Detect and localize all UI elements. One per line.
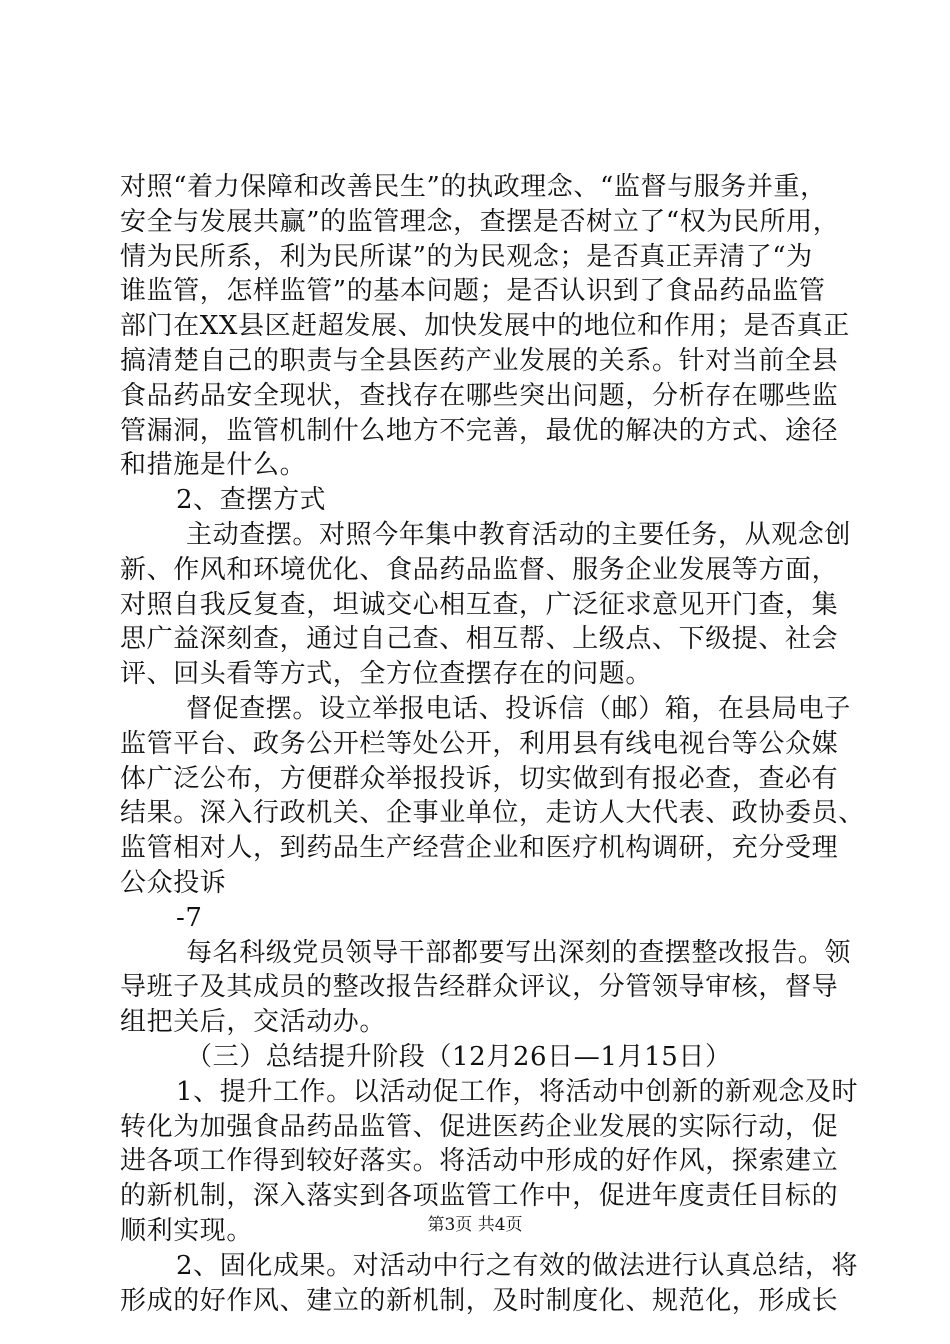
text-line: 新、作风和环境优化、食品药品监督、服务企业发展等方面， <box>120 554 839 585</box>
text-line: 1、提升工作。以活动促工作，将活动中创新的新观念及时 <box>176 1076 859 1107</box>
text-line: 和措施是什么。 <box>120 450 307 481</box>
text-line: -7 <box>176 902 203 933</box>
document-body <box>120 170 865 1318</box>
text-line: 每名科级党员领导干部都要写出深刻的查摆整改报告。领 <box>186 937 852 968</box>
text-line: 情为民所系，利为民所谋”的为民观念；是否真正弄清了“为 <box>120 241 813 272</box>
text-line: 督促查摆。设立举报电话、投诉信（邮）箱，在县局电子 <box>186 693 852 724</box>
text-line: 思广益深刻查，通过自己查、相互帮、上级点、下级提、社会 <box>120 624 839 655</box>
text-line: 2、固化成果。对活动中行之有效的做法进行认真总结，将 <box>176 1250 859 1281</box>
text-line: 谁监管，怎样监管”的基本问题；是否认识到了食品药品监管 <box>120 276 826 307</box>
text-line: 对照“着力保障和改善民生”的执政理念、“监督与服务并重， <box>120 172 827 202</box>
text-line: 组把关后，交活动办。 <box>120 1007 387 1038</box>
text-line: 体广泛公布，方便群众举报投诉，切实做到有报必查，查必有 <box>120 763 839 794</box>
text-line: 2、查摆方式 <box>176 485 327 516</box>
text-line: 部门在XX县区赶超发展、加快发展中的地位和作用；是否真正 <box>120 311 850 342</box>
text-line: 导班子及其成员的整改报告经群众评议，分管领导审核，督导 <box>120 972 839 1003</box>
text-line: 食品药品安全现状，查找存在哪些突出问题，分析存在哪些监 <box>120 380 839 411</box>
text-line: 管漏洞，监管机制什么地方不完善，最优的解决的方式、途径 <box>120 415 839 446</box>
text-line: 主动查摆。对照今年集中教育活动的主要任务，从观念创 <box>186 519 852 550</box>
text-line: 的新机制，深入落实到各项监管工作中，促进年度责任目标的 <box>120 1181 839 1212</box>
text-line: 对照自我反复查，坦诚交心相互查，广泛征求意见开门查，集 <box>120 589 839 620</box>
text-line: 监管相对人，到药品生产经营企业和医疗机构调研，充分受理 <box>120 833 839 864</box>
page-footer: 第3页 共4页 <box>427 1215 523 1235</box>
text-line: 顺利实现。 <box>120 1215 254 1246</box>
text-line: 评、回头看等方式，全方位查摆存在的问题。 <box>120 659 653 690</box>
text-line: 安全与发展共赢”的监管理念，查摆是否树立了“权为民所用， <box>120 206 840 237</box>
text-line: 搞清楚自己的职责与全县医药产业发展的关系。针对当前全县 <box>120 345 839 376</box>
text-line: 结果。深入行政机关、企事业单位，走访人大代表、政协委员、 <box>120 798 865 829</box>
text-line: （三）总结提升阶段（12月26日—1月15日） <box>186 1041 732 1072</box>
text-line: 监管平台、政务公开栏等处公开，利用县有线电视台等公众媒 <box>120 728 839 759</box>
text-line: 形成的好作风、建立的新机制，及时制度化、规范化，形成长 <box>120 1285 839 1316</box>
text-line: 进各项工作得到较好落实。将活动中形成的好作风，探索建立 <box>120 1146 839 1177</box>
text-line: 转化为加强食品药品监管、促进医药企业发展的实际行动，促 <box>120 1111 839 1142</box>
text-line: 公众投诉 <box>120 867 227 898</box>
